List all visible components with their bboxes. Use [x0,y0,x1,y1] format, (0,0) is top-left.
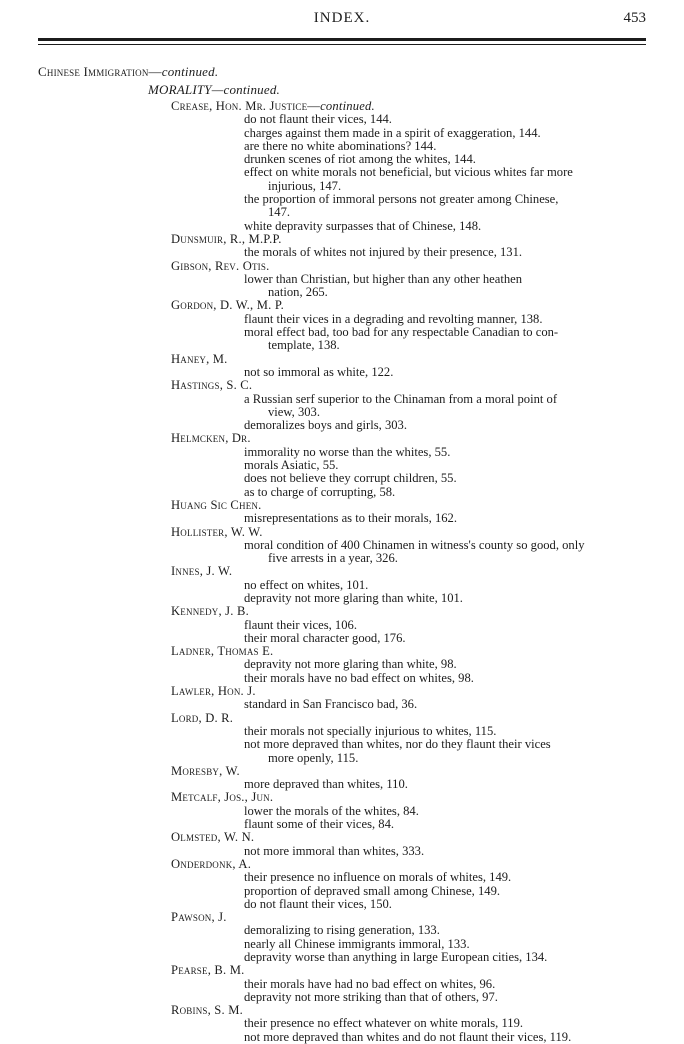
entry-text: view, 303. [268,405,320,419]
witness-name [0,379,684,392]
witness-name [0,765,684,778]
index-entry [0,459,684,472]
entry-text: demoralizing to rising generation, 133. [244,924,440,938]
index-entry-continuation [0,339,684,352]
entry-text: does not believe they corrupt children, 55. [244,472,457,486]
index-entry [0,698,684,711]
entry-text: their moral character good, 176. [244,631,406,645]
entry-text: more openly, 115. [268,751,359,765]
witness-name [0,911,684,924]
header-rule-thick [38,38,646,41]
entry-text: a Russian serf superior to the Chinaman from a moral point of [244,392,558,406]
entry-text: demoralizes boys and girls, 303. [244,419,407,433]
entry-text: five arrests in a year, 326. [268,552,398,566]
entry-text: Metcalf, Jos., Jun. [171,791,274,805]
witness-name [0,1004,684,1017]
index-entry-continuation [0,206,684,219]
entry-text: no effect on whites, 101. [244,578,369,592]
entry-text: moral effect bad, too bad for any respectable Canadian to con- [244,326,559,340]
main-heading-text: Chinese Immigration— [38,64,162,79]
index-entry [0,725,684,738]
index-entry [0,805,684,818]
index-entry [0,393,684,406]
entry-text: more depraved than whites, 110. [244,778,408,792]
entry-text: Onderdonk, A. [171,857,252,871]
index-entry [0,924,684,937]
witness-name [0,605,684,618]
index-entry-continuation [0,406,684,419]
entry-text: standard in San Francisco bad, 36. [244,698,418,712]
entry-text: Huang Sic Chen. [171,498,262,512]
entry-text: flaunt their vices in a degrading and revolting manner, 138. [244,312,543,326]
entry-text: the morals of whites not injured by their presence, 131. [244,246,523,260]
entry-text: depravity not more striking than that of others, 97. [244,990,498,1004]
index-entry [0,738,684,751]
entry-text: depravity worse than anything in large European cities, 134. [244,951,548,964]
index-entry [0,166,684,179]
witness-name [0,712,684,725]
entry-text: Olmsted, W. N. [171,831,255,845]
index-entry [0,658,684,671]
entry-text: flaunt some of their vices, 84. [244,818,395,832]
entry-text: Lawler, Hon. J. [171,685,256,699]
index-entry [0,778,684,791]
witness-name [0,858,684,871]
index-entry [0,193,684,206]
entry-text: Dunsmuir, R., M.P.P. [171,232,282,246]
index-entry [0,366,684,379]
witness-name [0,260,684,273]
index-entry [0,991,684,1004]
entry-text: their morals have no bad effect on whites, 98. [244,671,474,685]
index-entry [0,486,684,499]
entry-text: misrepresentations as to their morals, 162. [244,512,457,526]
entry-text: morals Asiatic, 55. [244,459,339,473]
index-entry [0,512,684,525]
page-title: INDEX. [313,10,371,26]
entry-text: Gordon, D. W., M. P. [171,299,284,313]
entry-text: Pawson, J. [171,911,227,925]
entry-text: Hollister, W. W. [171,525,263,539]
entry-text: not so immoral as white, 122. [244,365,394,379]
entry-text: Lord, D. R. [171,711,234,725]
entry-text: not more depraved than whites, nor do they flaunt their vices [244,738,551,752]
witness-name [0,964,684,977]
index-entry [0,592,684,605]
entry-text: white depravity surpasses that of Chinese, 148. [244,219,482,233]
index-entry [0,632,684,645]
entry-text: depravity not more glaring than white, 101. [244,591,463,605]
entry-text: not more depraved than whites and do not flaunt their vices, 119. [244,1030,572,1044]
index-entry [0,220,684,233]
index-entry [0,127,684,140]
index-entry [0,419,684,432]
entry-text: depravity not more glaring than white, 98. [244,658,457,672]
index-entry [0,619,684,632]
index-entry [0,472,684,485]
entry-text: flaunt their vices, 106. [244,618,357,632]
entry-text: Moresby, W. [171,764,240,778]
entry-text: proportion of depraved small among Chinese, 149. [244,884,501,898]
index-entry [0,273,684,286]
entry-text: Gibson, Rev. Otis. [171,259,270,273]
witness-name [0,831,684,844]
index-entry [0,951,684,964]
witness-name [0,685,684,698]
index-entry [0,326,684,339]
witness-name [0,791,684,804]
header-rule-thin [38,44,646,45]
entry-text: their presence no effect whatever on white morals, 119. [244,1017,524,1031]
entry-text: Innes, J. W. [171,565,233,579]
sub-heading: MORALITY—continued. [148,82,280,97]
entry-text: as to charge of corrupting, 58. [244,485,396,499]
witness-name [0,645,684,658]
entry-text: not more immoral than whites, 333. [244,844,425,858]
entry-text: nation, 265. [268,286,328,300]
entry-text: their morals not specially injurious to whites, 115. [244,724,497,738]
main-heading [38,64,218,80]
entry-text: Crease, Hon. Mr. Justice— [171,100,321,113]
index-entry [0,1031,684,1044]
entry-text: immorality no worse than the whites, 55. [244,445,451,459]
entry-text: Hastings, S. C. [171,379,253,393]
index-entry [0,113,684,126]
witness-name [0,526,684,539]
entry-text: charges against them made in a spirit of exaggeration, 144. [244,126,541,140]
entry-text: Robins, S. M. [171,1004,243,1018]
entry-text: Pearse, B. M. [171,964,245,978]
index-entry-continuation [0,180,684,193]
entry-text: template, 138. [268,339,340,353]
witness-name [0,432,684,445]
entry-text: drunken scenes of riot among the whites, 144. [244,153,476,167]
witness-name [0,233,684,246]
index-entry-continuation [0,552,684,565]
entry-text: 147. [268,206,291,220]
index-entry [0,898,684,911]
index-entries [0,100,684,1044]
index-entry [0,871,684,884]
entry-text: effect on white morals not beneficial, but vicious whites far more [244,166,573,180]
entry-text: their morals have had no bad effect on whites, 96. [244,977,496,991]
entry-text: the proportion of immoral persons not greater among Chinese, [244,193,559,207]
index-entry-continuation [0,286,684,299]
index-entry [0,246,684,259]
index-entry [0,938,684,951]
entry-text: lower than Christian, but higher than any other heathen [244,272,523,286]
index-entry [0,313,684,326]
index-entry [0,978,684,991]
index-entry [0,1017,684,1030]
page-header [0,8,684,30]
index-entry [0,446,684,459]
witness-name [0,353,684,366]
page-number: 453 [623,10,646,26]
index-entry [0,153,684,166]
index-entry [0,672,684,685]
entry-text: injurious, 147. [268,179,342,193]
witness-name [0,499,684,512]
index-entry [0,539,684,552]
entry-text: Helmcken, Dr. [171,432,251,446]
index-entry [0,845,684,858]
entry-text: are there no white abominations? 144. [244,139,437,153]
entry-text: nearly all Chinese immigrants immoral, 133. [244,937,470,951]
entry-text: their presence no influence on morals of whites, 149. [244,871,512,885]
index-entry [0,818,684,831]
entry-text: Kennedy, J. B. [171,605,249,619]
entry-text: moral condition of 400 Chinamen in witness's county so good, only [244,538,585,552]
entry-text: Haney, M. [171,352,228,366]
entry-text: do not flaunt their vices, 150. [244,897,392,911]
entry-suffix: continued. [320,100,375,113]
index-entry [0,140,684,153]
main-heading-suffix: continued. [161,64,219,79]
witness-name [0,565,684,578]
index-entry-continuation [0,752,684,765]
entry-text: lower the morals of the whites, 84. [244,804,419,818]
witness-name [0,100,684,113]
entry-text: do not flaunt their vices, 144. [244,113,392,127]
entry-text: Ladner, Thomas E. [171,645,274,659]
index-entry [0,885,684,898]
witness-name [0,299,684,312]
index-entry [0,579,684,592]
